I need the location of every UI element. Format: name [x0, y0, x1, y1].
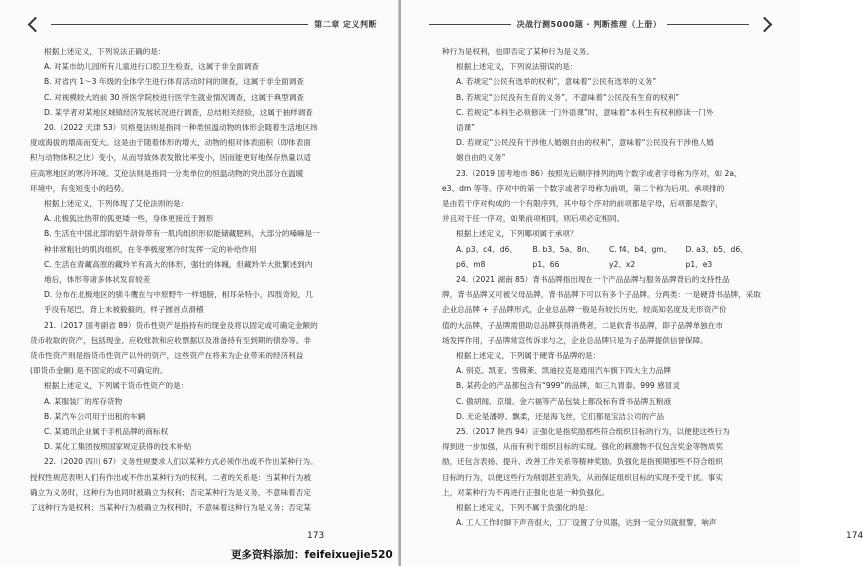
- text-line: 牌，背书品牌又可被父母品牌，背书品牌下可以有多个子品牌。分两类：一是硬背书品牌，采取: [442, 290, 761, 300]
- chapter-title: 第二章 定义判断: [314, 19, 377, 29]
- answer-option: C. 若规定“本科生必须修读一门外语课”时，意味着“本科生有权利修读一门外: [456, 107, 714, 117]
- left-page-header: [30, 16, 377, 32]
- answer-option: D. 某学者对某地区城镇经济发展状况进行调查，总结相关经验，这属于抽样调查: [44, 107, 313, 117]
- right-page-body: [442, 44, 762, 531]
- answer-option: B. 生活在中国北部的貂牛刮骨带有一肌肉组织形似能储藏肥料，大部分的嗓嘛是一: [44, 229, 320, 239]
- right-page-number: 174: [846, 531, 863, 541]
- answer-option: 乎没有尾巴，背上未被毅毅的，样子圆首点滑稽: [44, 305, 204, 315]
- answer-option: A. 工人工作时脚下声音很大，工厂设置了分贝器，达到一定分贝就报警，响声: [456, 518, 717, 528]
- header-rule: [429, 24, 511, 25]
- book-title: 决战行测5000题 · 判断推理（上册）: [516, 19, 662, 29]
- option-cell: D. a3、b5、d6、p1、e3: [685, 244, 748, 269]
- text-line: 场发挥作用，子品牌常宣传诉求与之，企业总品牌只是为子品牌提供信誉保障。: [442, 335, 708, 345]
- text-line: 授权性规范表明人们有作出或不作出某种行为的权利。二者的关系是：当某种行为被: [30, 472, 311, 482]
- text-line: 根据上述定义，下列不属于负强化的是：: [456, 503, 593, 513]
- option-grid: [442, 242, 762, 272]
- left-page: [0, 0, 399, 566]
- answer-option: A. 别克、凯亚、雪佛莱、凯迪拉克是通用汽车旗下四大主力品牌: [456, 366, 671, 376]
- text-line: 种行为是权利，也即否定了某种行为是义务。: [442, 47, 594, 56]
- answer-option: 地后，体形等诸多体状发育较差: [44, 275, 151, 285]
- text-line: 20.（2022 天津 53）贝格曼法则是指同一种类恒温动物的体形会随着生活地区纬: [44, 123, 318, 133]
- text-line: 得到进一步加强，从而有利于组织目标的实现。强化的刺激物不仅包含奖金等物质奖: [442, 442, 723, 452]
- text-line: 应高寒地区的寒冷环境。艾伦法则是指同一分类单位的恒温动物的突出部分在温暖: [30, 168, 304, 178]
- answer-option: B. 对省内 1～3 年级的全体学生进行体育活动时间的调查，这属于非全面调查: [44, 77, 304, 87]
- text-line: 24.（2021 湖南 85）背书品牌指出现在一个产品品牌与服务品牌背后的支持性品: [456, 275, 730, 285]
- answer-option: B. 若规定“公民没有生育的义务”，不意味着“公民没有生育的权利”: [456, 92, 680, 102]
- answer-option: 种非常粗壮的肌肉组织，在冬季极度寒冷时发挥一定的补给作用: [44, 244, 257, 254]
- text-line: 23.（2019 国考地市 86）按照先后顺序排列的两个数字或者字母称为序对，如 2a、: [456, 168, 742, 178]
- answer-option: A. 对某市幼儿园所有儿童进行口腔卫生检查，这属于非全面调查: [44, 62, 259, 72]
- text-line: 21.（2017 国考副省 89）货币性资产是指持有的现金及将以固定或可确定金额的: [44, 320, 318, 330]
- answer-option: 语课”: [456, 123, 476, 133]
- text-line: 是由若干序对构成的一个有限序列，其中每个序对的前项都是字母，后项都是数字，: [442, 199, 723, 209]
- text-line: 货币性资产则是指货币性资产以外的资产，这些资产在将来为企业带来的经济利益: [30, 351, 304, 361]
- text-line: 根据上述定义，下列说法正确的是：: [44, 47, 166, 56]
- text-line: 25.（2017 陕西 94）正强化是指奖励那些符合组织目标的行为，以便使这些行为: [456, 427, 730, 437]
- text-line: 环境中，有变短变小的趋势。: [30, 183, 129, 193]
- answer-option: 姻自由的义务”: [456, 153, 506, 163]
- answer-option: C. 某通讯企业属于手机品牌的商标权: [44, 427, 169, 437]
- answer-option: D. 分布在北极地区的驯斗鹰在与中原野牛一样翅膀，相耳朵特小，四肢奇短，几: [44, 290, 313, 300]
- answer-option: B. 某汽车公司用于出租的车辆: [44, 411, 146, 421]
- left-page-number: 173: [307, 531, 325, 541]
- option-cell: B. b3、5a、8n、p1、66: [532, 244, 595, 269]
- chevron-right-icon: [757, 16, 773, 32]
- text-line: 根据上述定义，下列属于货币性资产的是：: [44, 381, 189, 391]
- option-cell: C. f4、b4、gm、y2、x2: [609, 244, 672, 269]
- text-line: 值的大品牌，子品牌需借助总品牌获得消费者，二是软背书品牌，即子品牌单独在市: [442, 320, 723, 330]
- text-line: 根据上述定义，下列属于硬背书品牌的是：: [456, 351, 601, 361]
- text-line: 了这种行为是权利；当某种行为被确立为权利时，不意味着这种行为是义务；否定某: [30, 503, 311, 513]
- answer-option: D. 无论是潘婷、飘柔，还是海飞丝，它们都是宝洁公司的产品: [456, 411, 665, 421]
- text-line: 确立为义务时，这种行为也同时被确立为权利；否定某种行为是义务，不意味着否定: [30, 487, 311, 497]
- option-cell: A. p3、c4、d6、p6、m8: [456, 244, 517, 269]
- answer-option: C. 傲胡闻、京瑞、金六福等产品包装上都没标有背书品牌五粮液: [456, 396, 672, 406]
- text-line: 励，还包含表扬、提升、改善工作关系等精神奖励。负强化是指预期那些不符合组织: [442, 457, 723, 467]
- header-rule: [667, 24, 749, 25]
- text-line: 根据上述定义，下列哪项属于承项？: [456, 229, 578, 239]
- text-line: 根据上述定义，下列说法错误的是：: [456, 62, 578, 72]
- left-page-body: [30, 44, 356, 515]
- answer-option: C. 生活在青藏高原的藏羚羊有高大的体形，强壮的体魄，但藏羚羊大批繁述到内: [44, 259, 313, 269]
- answer-option: C. 对视模较大的前 30 所医学院校进行医学生就业情况调查，这属于典型调查: [44, 92, 305, 102]
- answer-option: D. 某化工集团按照国家规定获得的技术补贴: [44, 442, 192, 452]
- text-line: 积与动物体积之比）变小，从而导致体表发散比率变小，因而能更好地保存热量以适: [30, 153, 311, 163]
- answer-option: D. 若规定“公民没有干涉他人婚姻自由的权利”，意味着“公民没有干涉他人婚: [456, 138, 714, 148]
- text-line: e3、dm 等等。序对中的第一个数字或者字母称为前项，第二个称为后项。承项排的: [442, 183, 725, 193]
- text-line: 目标的行为，以便这些行为削弱甚至消失，从而保证组织目标的实现不受干扰。事实: [442, 472, 723, 482]
- text-line: 企业总品牌 + 子品牌形式，企业总品牌一般是有较长历史，较高知名度及无形资产价: [442, 305, 727, 315]
- text-line: 22.（2020 四川 67）义务性规要求人们以某种方式必须作出或不作出某种行为。: [44, 457, 318, 467]
- text-line: 度或海拔的增高而变大。这是由于随着体形的增大，动物的相对体表面积（即体表面: [30, 138, 311, 148]
- answer-option: A. 某服装厂的库存货物: [44, 396, 123, 406]
- answer-option: A. 若规定“公民有选举的权利”，意味着“公民有选举的义务”: [456, 77, 657, 87]
- right-page-header: [423, 16, 770, 32]
- text-line: 货币收取的资产，包括现金、应收账款和应收票据以及准备持有至到期的债券等。非: [30, 335, 311, 345]
- answer-option: A. 北极狐比热带的狐更矮一些，身体更接近于圆形: [44, 214, 214, 224]
- text-line: (即货币金额) 是不固定的或不可确定的。: [30, 366, 168, 376]
- text-line: 上，对某种行为不再进行正强化也是一种负强化。: [442, 487, 610, 497]
- watermark-text: 更多资料添加：feifeixuejie520: [231, 549, 393, 561]
- text-line: 并且对于任一序对，如果前项相同，则后项必定相同。: [442, 214, 625, 224]
- chevron-left-icon: [28, 16, 44, 32]
- header-rule: [51, 24, 308, 25]
- answer-option: B. 某药企的产品都包含有“999”的品牌，如三九胃泰、999 感冒灵: [456, 381, 680, 391]
- text-line: 根据上述定义，下列体现了艾伦法则的是：: [44, 199, 189, 209]
